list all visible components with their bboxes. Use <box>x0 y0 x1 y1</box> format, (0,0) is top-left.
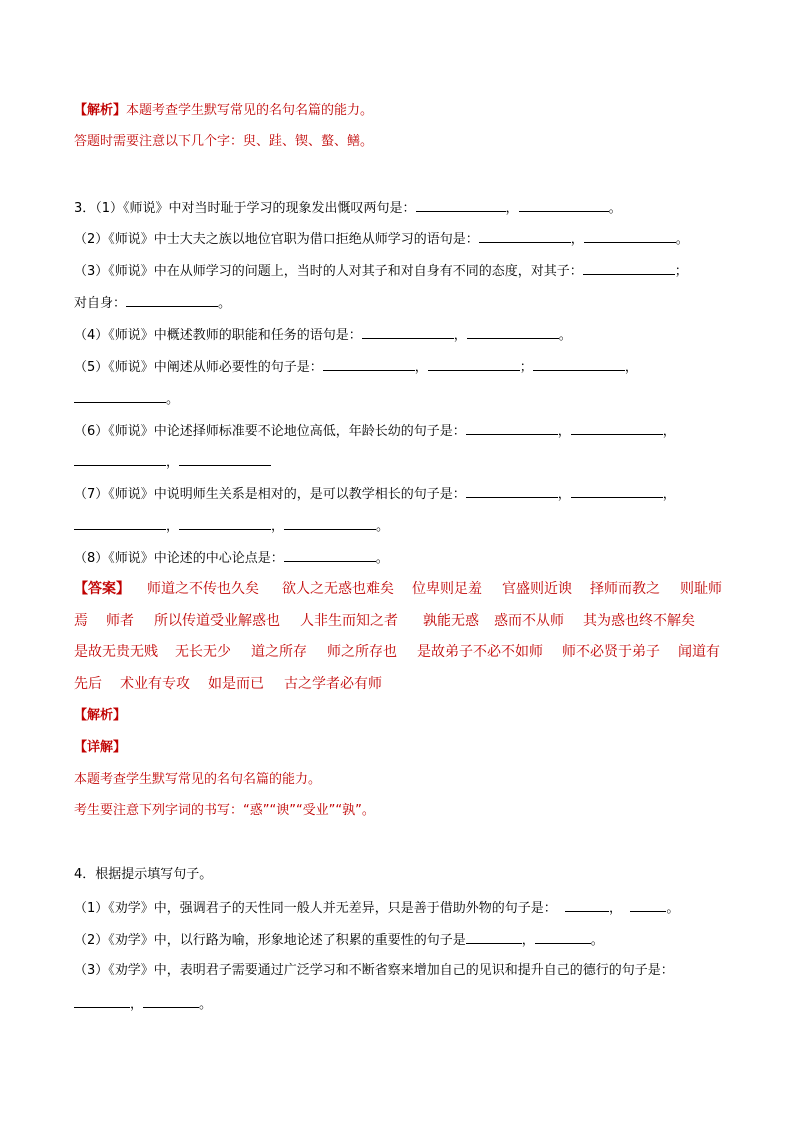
blank <box>535 930 591 944</box>
q3-part8: （8）《师说》中论述的中心论点是： 。 <box>74 548 389 568</box>
answer-item: 所以传道受业解惑也 <box>154 613 280 629</box>
blank <box>74 452 166 466</box>
blank <box>519 198 609 212</box>
q4-stem: 4．根据提示填写句子。 <box>74 867 213 882</box>
answer-item: 是故无贵无贱 <box>74 644 158 660</box>
q3-part4: （4）《师说》中概述教师的职能和任务的语句是： ， 。 <box>74 325 572 345</box>
blank <box>630 898 666 912</box>
answer-item: 道之所存 <box>251 644 307 660</box>
q3-part3b: 对自身： 。 <box>74 293 231 313</box>
answer-item: 焉 <box>74 613 88 629</box>
blank <box>179 516 271 530</box>
q4-part3b: ， 。 <box>74 994 212 1014</box>
blank <box>74 389 166 403</box>
blank <box>362 325 454 339</box>
blank <box>284 516 376 530</box>
blank <box>428 357 520 371</box>
answer-item: 师不必贤于弟子 <box>562 644 660 660</box>
blank <box>466 484 558 498</box>
q3-part7b: ， ， 。 <box>74 516 389 536</box>
answer-item: 人非生而知之者 <box>300 613 398 629</box>
analysis-tag: 【解析】 <box>74 708 127 723</box>
blank <box>74 516 166 530</box>
blank <box>571 421 663 435</box>
answer-item: 古之学者必有师 <box>284 676 382 692</box>
answer-item: 惑而不从师 <box>494 613 564 629</box>
answer-item: 孰能无惑 <box>423 613 479 629</box>
q3-part7: （7）《师说》中说明师生关系是相对的，是可以教学相长的句子是： ， ， <box>74 484 676 504</box>
blank <box>143 994 199 1008</box>
answer-item: 师之所存也 <box>327 644 397 660</box>
answer-item: 其为惑也终不解矣 <box>583 613 695 629</box>
answer-item: 闻道有 <box>678 644 720 660</box>
answer-item: 师道之不传也久矣 <box>147 581 259 597</box>
blank <box>179 452 271 466</box>
q3-detail-text: 本题考查学生默写常见的名句名篇的能力。 <box>74 772 322 787</box>
answer-row-1 <box>74 580 724 598</box>
analysis-text: 本题考查学生默写常见的名句名篇的能力。 <box>126 103 374 118</box>
q4-part1: （1）《劝学》中，强调君子的天性同一般人并无差异，只是善于借助外物的句子是： ， 。 <box>74 898 679 918</box>
analysis-tag: 【解析】 <box>74 103 127 118</box>
blank <box>284 548 376 562</box>
answer-item: 术业有专攻 <box>120 676 190 692</box>
blank <box>466 421 558 435</box>
analysis-line <box>74 102 373 120</box>
q4-part3: （3）《劝学》中，表明君子需要通过广泛学习和不断省察来增加自己的见识和提升自己的德行的句子是： <box>74 963 674 978</box>
q3-detail-tag-line <box>74 739 126 757</box>
q3-part3: （3）《师说》中在从师学习的问题上，当时的人对其子和对自身有不同的态度，对其子： ； <box>74 261 688 281</box>
answer-item: 是故弟子不必不如师 <box>417 644 543 660</box>
blank <box>467 325 559 339</box>
answer-item: 师者 <box>106 613 134 629</box>
blank <box>533 357 625 371</box>
answer-item: 则耻师 <box>680 581 722 597</box>
q3-part2: （2）《师说》中士大夫之族以地位官职为借口拒绝从师学习的语句是： ， 。 <box>74 229 689 249</box>
q3-part6b: ， <box>74 452 271 472</box>
answer-item: 择师而教之 <box>590 581 660 597</box>
note-line: 答题时需要注意以下几个字：臾、跬、锲、螯、鳝。 <box>74 134 374 149</box>
q4-part2: （2）《劝学》中，以行路为喻，形象地论述了积累的重要性的句子是 ， 。 <box>74 930 604 950</box>
answer-item: 官盛则近谀 <box>502 581 572 597</box>
answer-item: 无长无少 <box>175 644 231 660</box>
blank <box>74 994 130 1008</box>
blank <box>416 198 506 212</box>
blank <box>571 484 663 498</box>
q3-part6: （6）《师说》中论述择师标准要不论地位高低，年龄长幼的句子是： ， ， <box>74 421 676 441</box>
answer-item: 欲人之无惑也难矣 <box>282 581 394 597</box>
q3-note: 考生要注意下列字词的书写：“惑”“谀”“受业”“孰”。 <box>74 803 375 818</box>
q3-analysis-tag-line <box>74 707 126 725</box>
blank <box>565 898 609 912</box>
blank <box>323 357 415 371</box>
q3-stem: 3．（1）《师说》中对当时耻于学习的现象发出慨叹两句是： <box>74 201 416 216</box>
answer-tag: 【答案】 <box>74 581 130 597</box>
blank <box>466 930 522 944</box>
blank <box>126 293 218 307</box>
q3-part1: 3．（1）《师说》中对当时耻于学习的现象发出慨叹两句是： ， 。 <box>74 198 622 218</box>
q3-part5: （5）《师说》中阐述从师必要性的句子是： ， ； ， <box>74 357 638 377</box>
answer-item: 如是而已 <box>208 676 264 692</box>
blank <box>479 229 571 243</box>
answer-row-4 <box>74 675 724 693</box>
answer-item: 先后 <box>74 676 102 692</box>
q3-part5b: 。 <box>74 389 179 409</box>
answer-row-2 <box>74 612 724 630</box>
answer-item: 位卑则足羞 <box>412 581 482 597</box>
detail-tag: 【详解】 <box>74 740 127 755</box>
answer-row-3 <box>74 643 724 661</box>
blank <box>584 229 676 243</box>
blank <box>583 261 675 275</box>
